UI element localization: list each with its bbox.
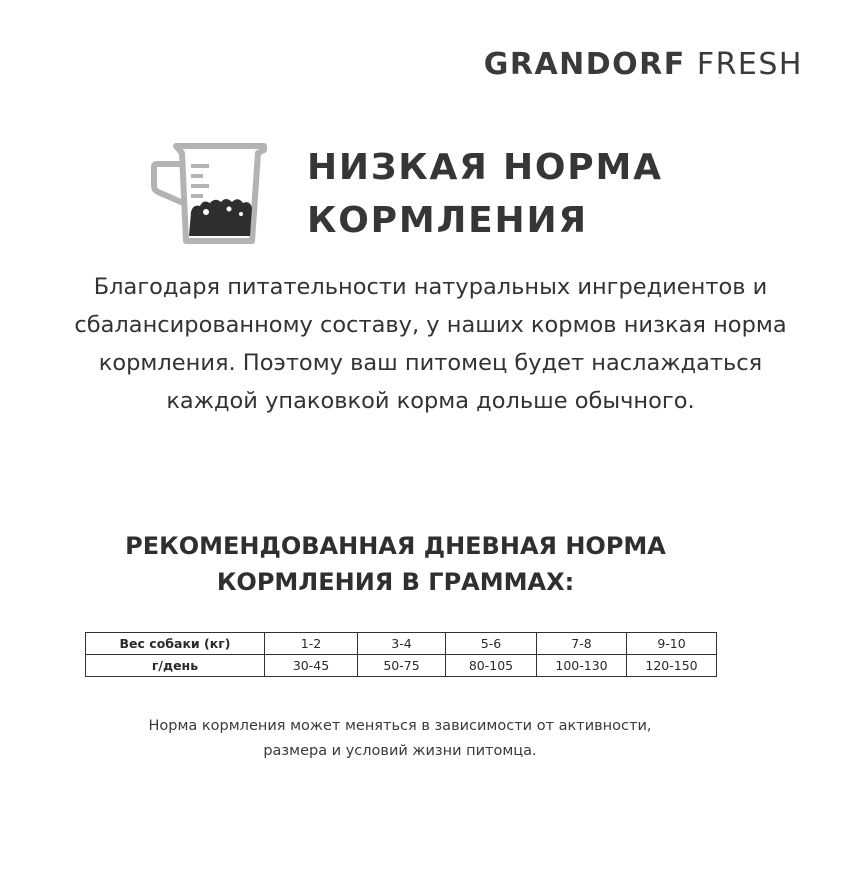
table-cell: 3-4 [358,633,446,655]
row-header: Вес собаки (кг) [86,633,265,655]
table-row [86,633,717,655]
feeding-table [85,632,717,677]
intro-line: кормления. Поэтому ваш питомец будет наслаждаться [98,350,763,376]
table-cell: 5-6 [446,633,537,655]
table-cell: 1-2 [265,633,358,655]
table-cell: 120-150 [627,655,717,677]
intro-line: Благодаря питательности натуральных ингредиентов и [93,274,768,300]
table-cell: 80-105 [446,655,537,677]
intro-line: каждой упаковкой корма дольше обычного. [166,388,695,414]
intro-line: сбалансированному составу, у наших кормов низкая норма [74,312,787,338]
page-title-line-2: КОРМЛЕНИЯ [307,200,588,241]
row-header: г/день [86,655,265,677]
section-title-line-1: РЕКОМЕНДОВАННАЯ ДНЕВНАЯ НОРМА [125,532,666,560]
table-cell: 7-8 [537,633,627,655]
section-title-line-2: КОРМЛЕНИЯ В ГРАММАХ: [216,568,575,596]
measuring-cup-icon [151,142,271,246]
table-cell: 30-45 [265,655,358,677]
table-cell: 100-130 [537,655,627,677]
footnote [0,714,800,764]
brand-logo [484,45,803,85]
table-cell: 9-10 [627,633,717,655]
brand-name-bold: GRANDORF [483,47,686,82]
footnote-line-1: Норма кормления может меняться в зависимости от активности, [148,718,652,734]
intro-paragraph [20,268,841,420]
footnote-line-2: размера и условий жизни питомца. [263,743,537,759]
table-cell: 50-75 [358,655,446,677]
page-title-line-1: НИЗКАЯ НОРМА [307,147,663,188]
page-title [307,141,707,247]
section-title [0,528,791,600]
table-row [86,655,717,677]
brand-name-light: FRESH [696,47,803,82]
